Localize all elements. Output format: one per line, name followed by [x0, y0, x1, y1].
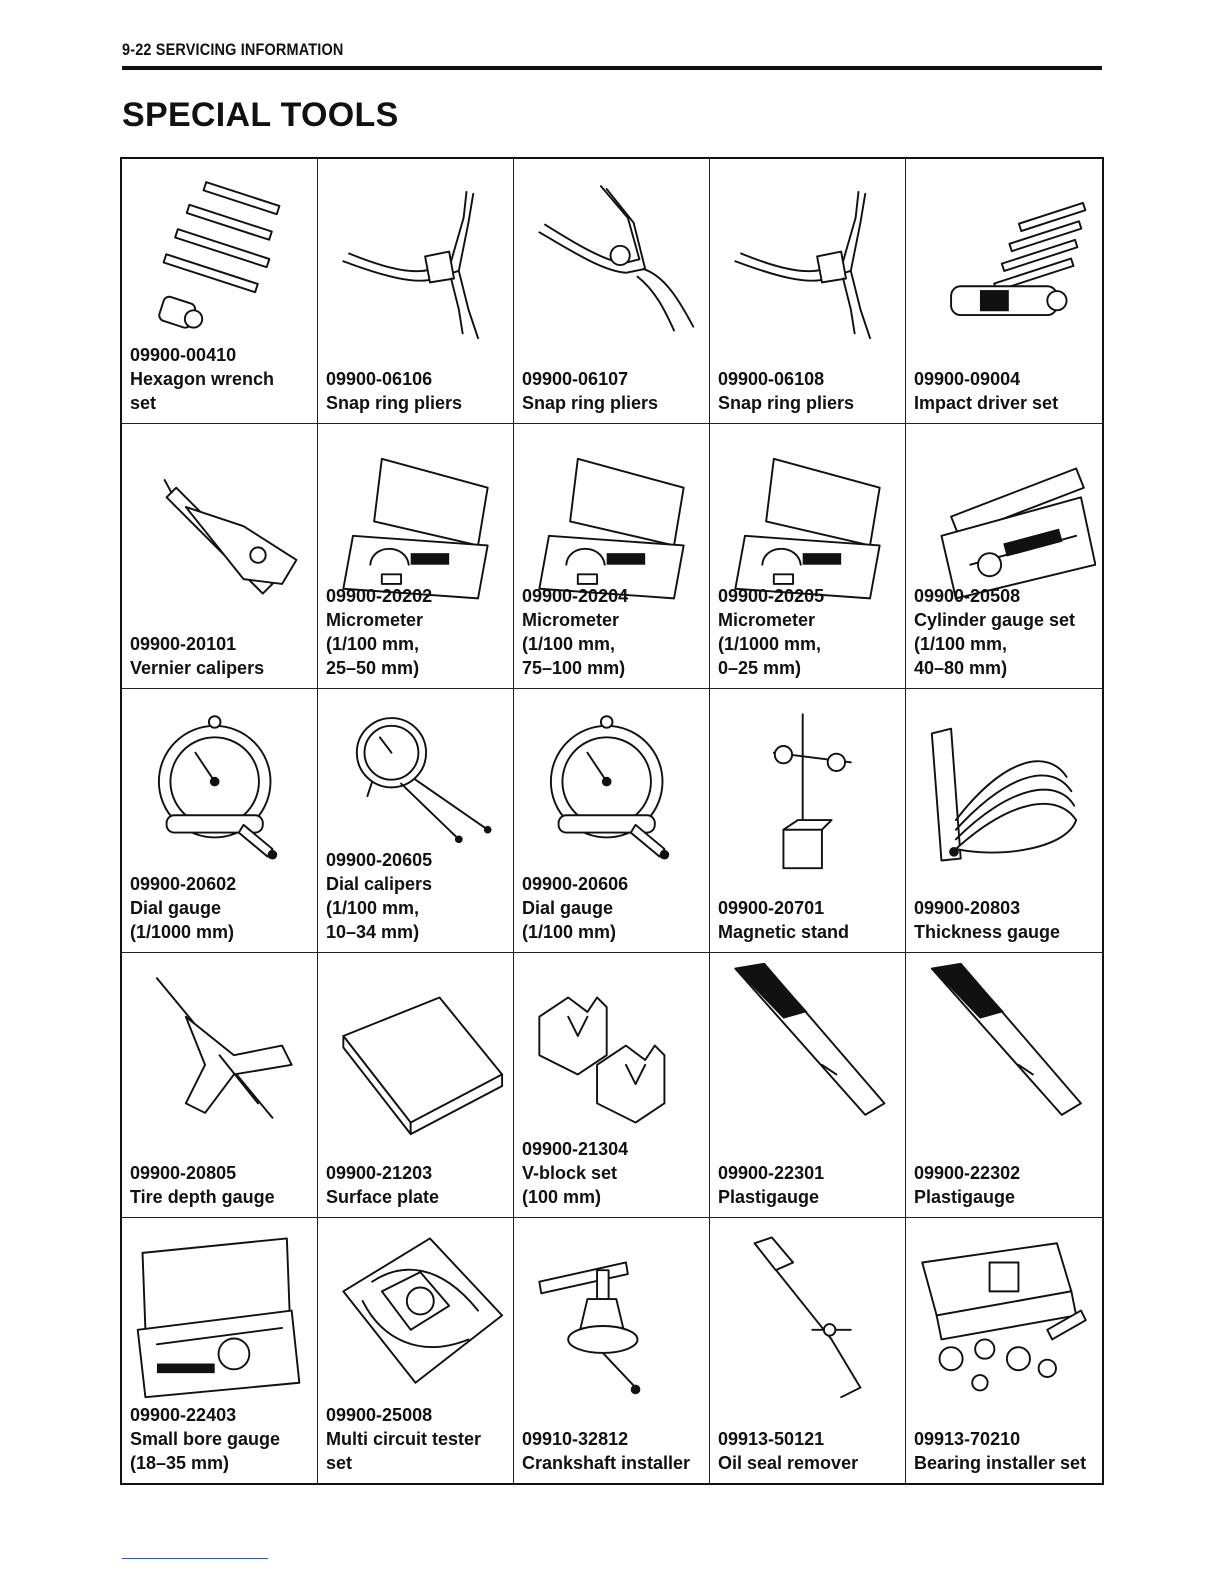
tool-label — [130, 632, 313, 680]
tool-label — [522, 367, 705, 415]
tool-name-line: 0–25 mm) — [718, 657, 802, 678]
page-header — [122, 38, 1102, 70]
snap-ring-pliers-open-icon — [520, 165, 703, 343]
tool-label — [130, 343, 313, 415]
tool-name-line: Vernier calipers — [130, 657, 265, 678]
tool-name-line: Snap ring pliers — [326, 392, 463, 413]
hexagon-wrench-set-icon — [128, 165, 311, 343]
crankshaft-installer-icon — [520, 1224, 703, 1402]
tool-label — [914, 1427, 1098, 1475]
magnetic-stand-icon — [716, 695, 899, 873]
tool-code: 09900-20101 — [130, 633, 237, 654]
tool-label — [718, 367, 901, 415]
tool-cell — [906, 689, 1102, 954]
tool-label — [130, 1161, 313, 1209]
tool-name-line: (1/100 mm, — [522, 633, 616, 654]
cylinder-gauge-case-icon — [912, 430, 1096, 608]
tool-label — [718, 1427, 901, 1475]
tool-name-line: Dial gauge — [522, 898, 614, 919]
tool-name-line: (1/1000 mm) — [130, 922, 235, 943]
tool-name-line: Bearing installer set — [914, 1452, 1087, 1473]
tool-label — [522, 1137, 705, 1209]
tool-name-line: Impact driver set — [914, 392, 1059, 413]
tool-cell — [514, 689, 710, 954]
tool-name-line: Oil seal remover — [718, 1452, 859, 1473]
tool-cell — [318, 689, 514, 954]
tool-name-line: Thickness gauge — [914, 922, 1061, 943]
tool-name-line: Tire depth gauge — [130, 1187, 275, 1208]
tool-name-line: set — [326, 1452, 353, 1473]
tool-name-line: (18–35 mm) — [130, 1452, 230, 1473]
tool-name-line: Surface plate — [326, 1187, 440, 1208]
tool-code: 09900-25008 — [326, 1404, 433, 1425]
tool-label — [718, 896, 901, 944]
tool-code: 09900-06107 — [522, 368, 629, 389]
tool-name-line: 40–80 mm) — [914, 657, 1008, 678]
tool-name-line: Small bore gauge — [130, 1428, 281, 1449]
tool-cell — [906, 953, 1102, 1218]
surface-plate-icon — [324, 959, 507, 1137]
bearing-installer-set-icon — [912, 1224, 1096, 1402]
tool-cell — [906, 424, 1102, 689]
tool-label — [130, 1403, 313, 1475]
tool-label — [718, 1161, 901, 1209]
tool-name-line: Plastigauge — [914, 1187, 1016, 1208]
tool-label — [326, 848, 509, 944]
tool-label — [522, 584, 705, 680]
tool-label — [326, 1403, 509, 1475]
tool-label — [914, 584, 1098, 680]
tool-label — [914, 367, 1098, 415]
tool-name-line: set — [130, 392, 157, 413]
tool-label — [522, 1427, 705, 1475]
tool-cell — [710, 953, 906, 1218]
page-title: SPECIAL TOOLS — [122, 96, 399, 134]
tool-code: 09900-09004 — [914, 368, 1021, 389]
tool-cell — [710, 689, 906, 954]
micrometer-case-icon — [716, 430, 899, 608]
vernier-calipers-icon — [128, 430, 311, 608]
tool-code: 09900-20606 — [522, 874, 629, 895]
tool-label — [326, 584, 509, 680]
tool-code: 09900-06108 — [718, 368, 825, 389]
tool-name-line: (1/100 mm, — [326, 633, 420, 654]
tool-label — [914, 1161, 1098, 1209]
tool-name-line: (1/100 mm, — [326, 898, 420, 919]
tool-code: 09900-20701 — [718, 898, 825, 919]
tool-code: 09900-20803 — [914, 898, 1021, 919]
tool-code: 09900-20602 — [130, 874, 237, 895]
footer-rule — [122, 1558, 268, 1559]
tool-code: 09900-22302 — [914, 1163, 1021, 1184]
tool-label — [326, 367, 509, 415]
tool-code: 09900-21203 — [326, 1163, 433, 1184]
tool-cell — [318, 953, 514, 1218]
snap-ring-pliers-icon — [716, 165, 899, 343]
tool-name-line: Cylinder gauge set — [914, 609, 1076, 630]
tool-cell — [318, 424, 514, 689]
tool-name-line: Micrometer — [522, 609, 620, 630]
multi-circuit-tester-icon — [324, 1224, 507, 1402]
tool-name-line: Crankshaft installer — [522, 1452, 691, 1473]
oil-seal-remover-icon — [716, 1224, 899, 1402]
tool-code: 09900-00410 — [130, 344, 237, 365]
tool-cell — [710, 159, 906, 424]
tool-cell — [906, 159, 1102, 424]
tool-name-line: Snap ring pliers — [522, 392, 659, 413]
tool-name-line: Micrometer — [326, 609, 424, 630]
v-block-set-icon — [520, 959, 703, 1137]
tool-cell — [318, 159, 514, 424]
tool-code: 09900-20605 — [326, 850, 433, 871]
tool-name-line: Snap ring pliers — [718, 392, 855, 413]
plastigauge-icon — [716, 959, 899, 1137]
tool-code: 09900-21304 — [522, 1139, 629, 1160]
tool-label — [522, 872, 705, 944]
tool-code: 09900-20205 — [718, 585, 825, 606]
tools-table — [120, 157, 1104, 1485]
tool-code: 09900-20202 — [326, 585, 433, 606]
snap-ring-pliers-icon — [324, 165, 507, 343]
tool-code: 09900-22301 — [718, 1163, 825, 1184]
tool-cell — [122, 1218, 318, 1483]
plastigauge-icon — [912, 959, 1096, 1137]
tool-code: 09913-70210 — [914, 1428, 1021, 1449]
impact-driver-set-icon — [912, 165, 1096, 343]
tool-code: 09900-20508 — [914, 585, 1021, 606]
micrometer-case-icon — [520, 430, 703, 608]
tool-code: 09900-20204 — [522, 585, 629, 606]
tool-name-line: (1/100 mm, — [914, 633, 1008, 654]
tool-name-line: Magnetic stand — [718, 922, 850, 943]
tool-name-line: 10–34 mm) — [326, 922, 420, 943]
tool-code: 09900-20805 — [130, 1163, 237, 1184]
tool-name-line: (1/1000 mm, — [718, 633, 822, 654]
thickness-gauge-icon — [912, 695, 1096, 873]
tool-cell — [122, 424, 318, 689]
tool-code: 09910-32812 — [522, 1428, 629, 1449]
tool-name-line: (100 mm) — [522, 1187, 602, 1208]
micrometer-case-icon — [324, 430, 507, 608]
tool-name-line: 25–50 mm) — [326, 657, 420, 678]
tool-cell — [710, 1218, 906, 1483]
tool-name-line: V-block set — [522, 1163, 618, 1184]
tool-name-line: Multi circuit tester — [326, 1428, 482, 1449]
tool-name-line: 75–100 mm) — [522, 657, 626, 678]
tool-code: 09900-22403 — [130, 1404, 237, 1425]
tire-depth-gauge-icon — [128, 959, 311, 1137]
tool-name-line: Hexagon wrench — [130, 368, 275, 389]
tool-name-line: Dial calipers — [326, 874, 433, 895]
tool-cell — [906, 1218, 1102, 1483]
small-bore-gauge-case-icon — [128, 1224, 311, 1402]
dial-calipers-icon — [324, 695, 507, 873]
tool-cell — [122, 159, 318, 424]
tool-code: 09900-06106 — [326, 368, 433, 389]
tool-name-line: (1/100 mm) — [522, 922, 617, 943]
tool-label — [130, 872, 313, 944]
tool-cell — [318, 1218, 514, 1483]
tool-cell — [122, 689, 318, 954]
tool-cell — [514, 424, 710, 689]
tool-name-line: Plastigauge — [718, 1187, 820, 1208]
tool-cell — [514, 1218, 710, 1483]
dial-gauge-icon — [128, 695, 311, 873]
tool-name-line: Micrometer — [718, 609, 816, 630]
tool-name-line: Dial gauge — [130, 898, 222, 919]
dial-gauge-icon — [520, 695, 703, 873]
tool-cell — [514, 953, 710, 1218]
tool-label — [718, 584, 901, 680]
page-reference: 9-22 SERVICING INFORMATION — [122, 40, 344, 59]
tool-label — [326, 1161, 509, 1209]
tool-code: 09913-50121 — [718, 1428, 825, 1449]
tool-cell — [710, 424, 906, 689]
tool-cell — [514, 159, 710, 424]
tool-label — [914, 896, 1098, 944]
tool-cell — [122, 953, 318, 1218]
